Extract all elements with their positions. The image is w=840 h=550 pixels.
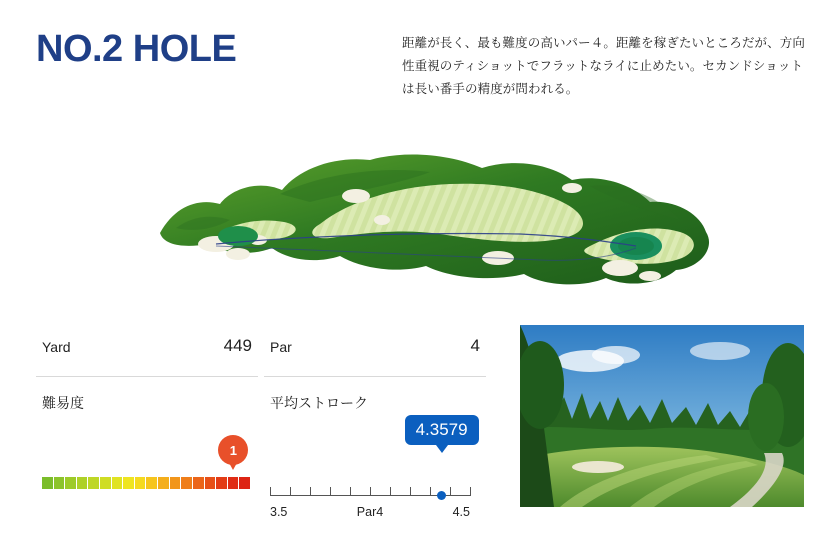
- par-row: [264, 325, 486, 377]
- difficulty-segment: [112, 477, 123, 489]
- scale-tick: [270, 487, 271, 496]
- hole-stats: [36, 325, 486, 519]
- difficulty-row: [36, 377, 258, 515]
- stat-column-right: [264, 325, 486, 519]
- yard-value: 449: [223, 336, 252, 355]
- difficulty-rank-marker: [218, 435, 248, 465]
- difficulty-segment: [135, 477, 146, 489]
- scale-mid-label: Par4: [356, 505, 384, 519]
- difficulty-segment: [158, 477, 169, 489]
- scale-tick: [430, 487, 431, 496]
- difficulty-segment: [170, 477, 181, 489]
- scale-tick: [450, 487, 451, 496]
- difficulty-gauge: [42, 477, 250, 489]
- yard-row: [36, 325, 258, 377]
- difficulty-segment: [146, 477, 157, 489]
- average-stroke-label: 平均ストローク: [270, 395, 368, 411]
- difficulty-segment: [42, 477, 53, 489]
- difficulty-segment: [228, 477, 239, 489]
- difficulty-rank-value: 1: [218, 435, 248, 465]
- stat-column-left: [36, 325, 258, 515]
- difficulty-segment: [216, 477, 227, 489]
- difficulty-segment: [239, 477, 250, 489]
- scale-tick-labels: [270, 505, 470, 523]
- average-stroke-bubble: [405, 415, 479, 445]
- scale-tick: [310, 487, 311, 496]
- difficulty-segment: [65, 477, 76, 489]
- scale-max-label: 4.5: [452, 505, 470, 519]
- scale-tick: [350, 487, 351, 496]
- difficulty-segment: [123, 477, 134, 489]
- average-stroke-bubble-tail: [436, 445, 448, 453]
- scale-min-label: 3.5: [270, 505, 288, 519]
- average-stroke-scale: [270, 473, 470, 533]
- scale-tick: [290, 487, 291, 496]
- difficulty-segment: [193, 477, 204, 489]
- par-value: 4: [470, 336, 480, 355]
- par-label: Par: [270, 339, 292, 355]
- hole-photo: [520, 325, 804, 507]
- scale-marker-dot: [437, 491, 446, 500]
- difficulty-marker-tail: [228, 461, 238, 470]
- difficulty-segment: [100, 477, 111, 489]
- difficulty-segment: [77, 477, 88, 489]
- scale-tick: [370, 487, 371, 496]
- scale-tick: [390, 487, 391, 496]
- course-map-illustration: [120, 128, 740, 298]
- difficulty-segment: [88, 477, 99, 489]
- scale-tick: [470, 487, 471, 496]
- average-stroke-value: 4.3579: [415, 420, 468, 439]
- page-title: NO.2 HOLE: [36, 28, 237, 70]
- yard-label: Yard: [42, 339, 71, 355]
- scale-tick: [410, 487, 411, 496]
- difficulty-label: 難易度: [42, 395, 84, 411]
- difficulty-segment: [54, 477, 65, 489]
- average-stroke-row: [264, 377, 486, 519]
- difficulty-segment: [205, 477, 216, 489]
- scale-tick: [330, 487, 331, 496]
- difficulty-segment: [181, 477, 192, 489]
- hole-description: 距離が長く、最も難度の高いパー４。距離を稼ぎたいところだが、方向性重視のティショットでフラットなライに止めたい。セカンドショットは長い番手の精度が問われる。: [402, 36, 805, 97]
